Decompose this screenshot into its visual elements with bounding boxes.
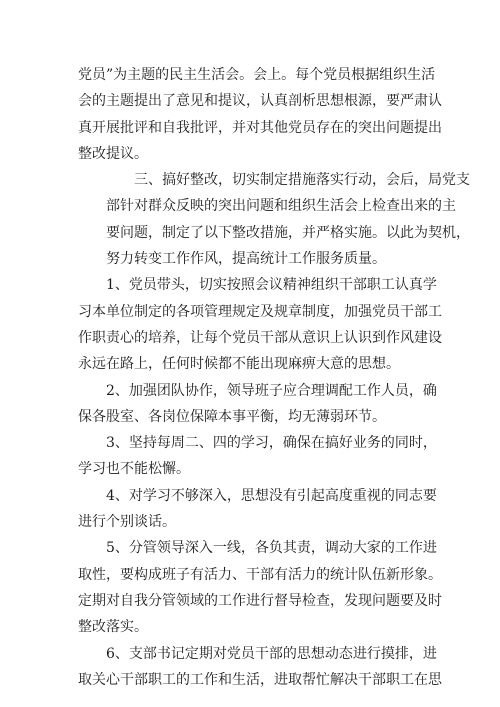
paragraph-6 [78,483,437,536]
text-line: 整改落实。 [78,619,148,636]
text-line: 1、党员带头，切实按照会议精神组织干部职工认真学 [106,277,437,294]
text-line: 习本单位制定的各项管理规定及规章制度，加强党员干部工 [78,303,442,320]
text-line: 党员”为主题的民主生活会。会上。每个党员根据组织生活 [78,67,436,83]
text-line: 三、搞好整改，切实制定措施落实行动，会后，局党支 [134,172,470,189]
paragraph-5 [78,430,437,483]
text-line: 整改提议。 [78,145,148,162]
text-line: 努力转变工作作风，提高统计工作服务质量。 [106,251,386,268]
paragraph-1 [78,62,442,167]
text-line: 2、加强团队协作，领导班子应合理调配工作人员，确 [106,382,437,399]
text-line: 学习也不能松懈。 [78,461,190,478]
text-line: 4、对学习不够深入，思想没有引起高度重视的同志要 [106,487,437,504]
paragraph-7 [78,535,442,640]
paragraph-2 [78,167,470,272]
text-line: 真开展批评和自我批评，并对其他党员存在的突出问题提出 [78,119,442,136]
paragraph-8 [78,641,442,694]
text-line: 保各股室、各岗位保障本事平衡，均无薄弱环节。 [78,408,386,425]
text-line: 定期对自我分管领域的工作进行督导检查，发现问题要及时 [78,592,442,609]
text-line: 要问题，制定了以下整改措施，并严格实施。以此为契机， [106,224,470,241]
paragraph-4 [78,378,437,431]
document-body [78,62,470,693]
text-line: 会的主题提出了意见和提议，认真剖析思想根源，要严肃认 [78,93,442,110]
text-line: 部针对群众反映的突出问题和组织生活会上检查出来的主 [106,198,456,215]
text-line: 取性，要构成班子有活力、干部有活力的统计队伍新形象。 [78,566,442,583]
text-line: 永远在路上，任何时候都不能出现麻痹大意的思想。 [78,356,400,373]
text-line: 3、坚持每周二、四的学习，确保在搞好业务的同时， [106,435,437,452]
paragraph-3 [78,272,442,377]
text-line: 6、支部书记定期对党员干部的思想动态进行摸排，进 [106,645,437,662]
text-line: 进行个别谈话。 [78,514,176,531]
text-line: 作职责心的培养，让每个党员干部从意识上认识到作风建设 [78,329,442,346]
text-line: 取关心干部职工的工作和生活，进取帮忙解决干部职工在思 [78,671,442,688]
text-line: 5、分管领导深入一线，各负其责，调动大家的工作进 [106,540,437,557]
